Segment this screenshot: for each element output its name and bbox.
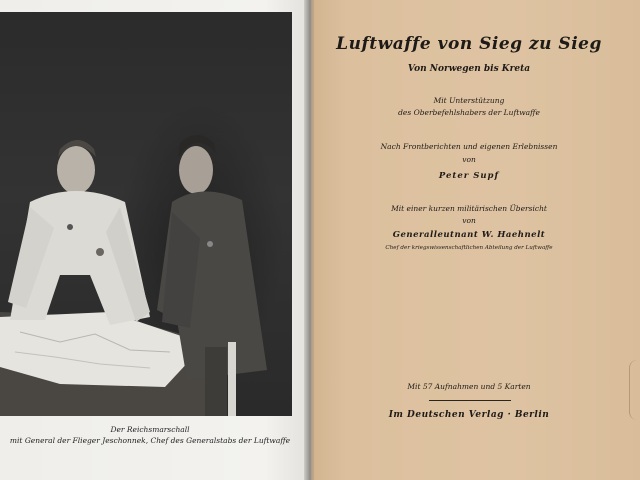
photos-maps-line: Mit 57 Aufnahmen und 5 Karten (407, 382, 531, 391)
author-name: Peter Supf (438, 171, 500, 181)
title-page (314, 0, 640, 480)
general-title: Chef der kriegswissenschaftlichen Abteilung der Luftwaffe (385, 245, 553, 251)
support-line-2: des Oberbefehlshabers der Luftwaffe (398, 108, 540, 117)
book-title: Luftwaffe von Sieg zu Sieg (336, 34, 602, 54)
caption-line-1: Der Reichsmarschall (110, 425, 190, 434)
photo-illustration (0, 12, 292, 416)
photo-plate (0, 12, 292, 416)
photo-figure-left (8, 140, 150, 325)
book-subtitle: Von Norwegen bis Kreta (407, 64, 531, 74)
left-page (0, 0, 312, 480)
overview-line: Mit einer kurzen militärischen Übersicht (391, 204, 547, 213)
divider-rule (429, 400, 511, 401)
caption-line-2: mit General der Flieger Jeschonnek, Chef des Generalstabs der Luftwaffe (9, 436, 291, 445)
reports-line: Nach Frontberichten und eigenen Erlebnissen (380, 142, 558, 151)
page-edge-curl (629, 360, 640, 420)
general-name: Generalleutnant W. Haehnelt (392, 230, 546, 240)
publisher-line: Im Deutschen Verlag · Berlin (388, 410, 550, 420)
photo-caption (0, 424, 300, 446)
von-line-1: von (462, 155, 476, 164)
support-line-1: Mit Unterstützung (433, 96, 505, 105)
von-line-2: von (462, 216, 476, 225)
